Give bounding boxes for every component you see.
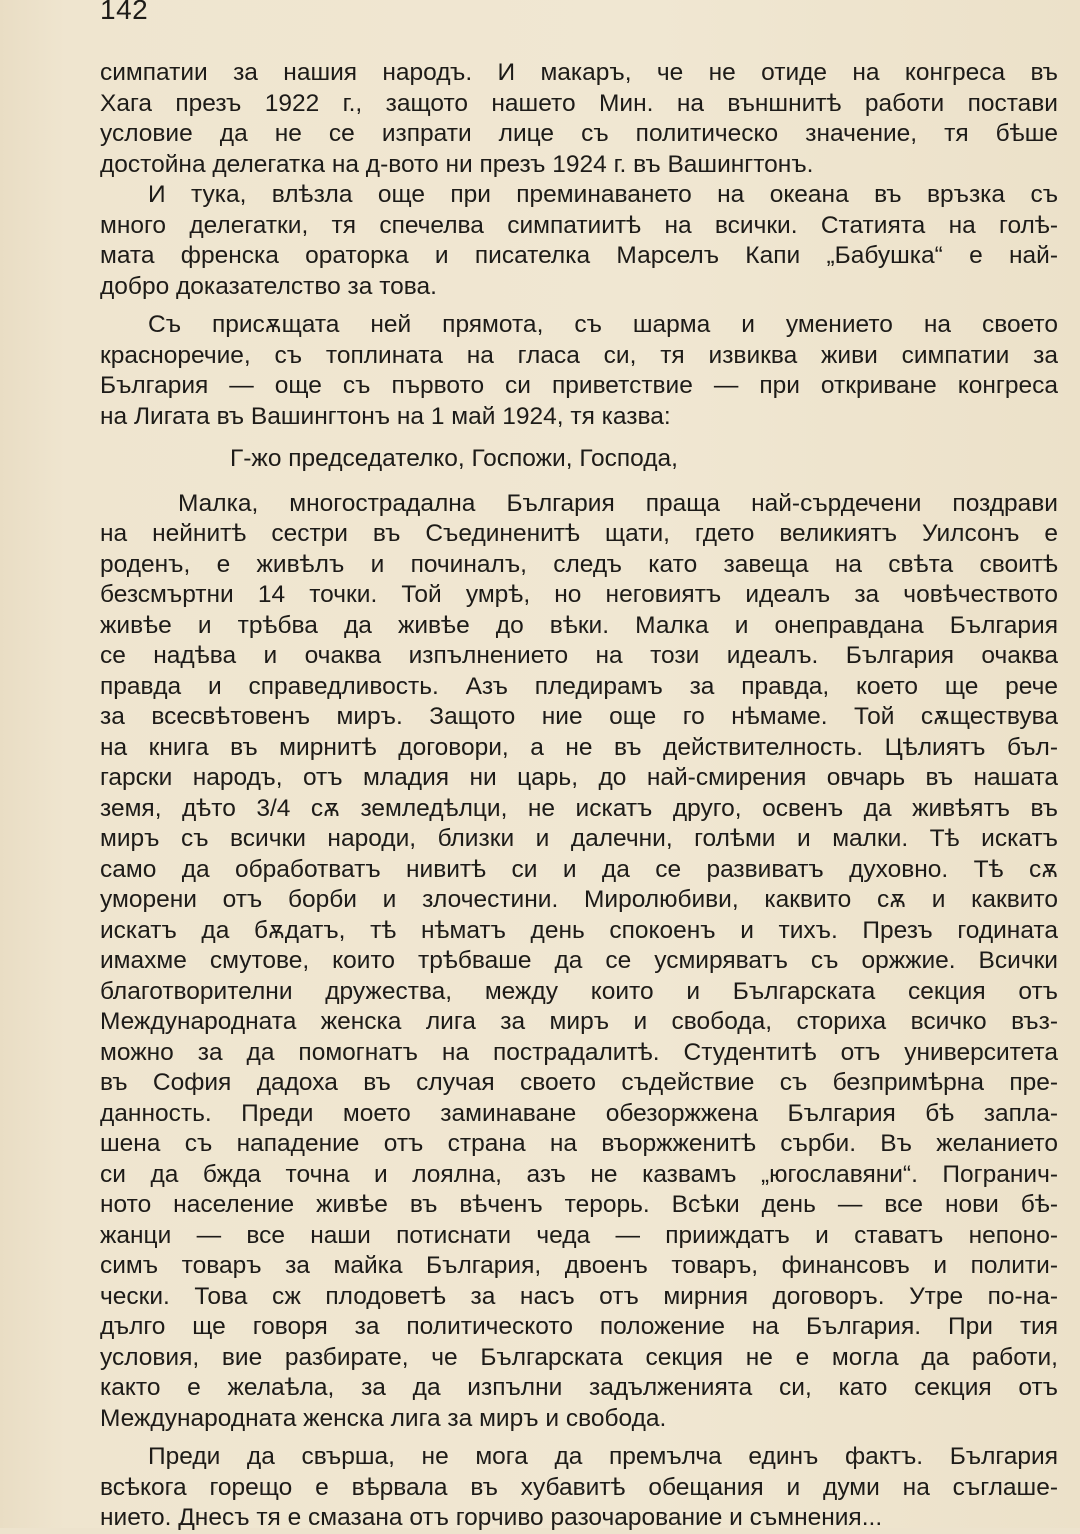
paragraph [100, 310, 1058, 432]
text-line: на нейнитѣ сестри въ Съединенитѣ щати, гдето великиятъ Уилсонъ е [100, 520, 1058, 547]
text-line: Хага презъ 1922 г., защото нашето Мин. на външнитѣ работи постави [100, 89, 1058, 117]
text-line: дълго ще говоря за политическото положение на България. При тия [100, 1313, 1058, 1340]
text-line: данность. Преди моето заминаване обезоржжена България бѣ запла- [100, 1099, 1058, 1127]
text-line: нието. Днесъ тя е смазана отъ горчиво разочарование и съмнения... [100, 1504, 883, 1531]
text-line: условие да не се изпрати лице съ политическо значение, тя бѣше [100, 120, 1058, 147]
text-line: искатъ да бѫдатъ, тѣ нѣматъ день спокоенъ и тихъ. Презъ годината [100, 916, 1058, 944]
salutation: Г-жо председателко, Госпожи, Господа, [230, 445, 678, 472]
text-line: имахме смутове, които трѣбваше да се усмиряватъ съ оржжие. Всички [100, 947, 1058, 974]
text-line: И тука, влѣзла още при преминаването на океана въ връзка съ [148, 181, 1058, 208]
text-line: България — още съ първото си приветствие — при откриване конгреса [100, 372, 1058, 399]
text-line: чески. Това сж плодоветѣ за насъ отъ мирния договоръ. Утре по-на- [100, 1282, 1058, 1310]
text-line: добро доказателство за това. [100, 272, 437, 300]
text-line: само да обработватъ нивитѣ си и да се развиватъ духовно. Тѣ сѫ [100, 855, 1058, 883]
text-line: шена съ нападение отъ страна на въоржженитѣ сърби. Въ желанието [100, 1130, 1058, 1157]
text-line: жанци — все наши потиснати чеда — прииждатъ и ставатъ непоно- [100, 1221, 1058, 1249]
page-body [100, 58, 1058, 1534]
text-line: всѣкога горещо е вѣрвала въ хубавитѣ обещания и думи на съглаше- [100, 1473, 1058, 1501]
text-line: правда и справедливость. Азъ пледирамъ за правда, което ще рече [100, 672, 1058, 700]
text-line: благотворителни дружества, между които и Българската секция отъ [100, 977, 1058, 1005]
text-line: миръ съ всички народи, близки и далечни, голѣми и малки. Тѣ искатъ [100, 825, 1058, 852]
text-line: на книга въ мирнитѣ договори, а не въ действителность. Цѣлиятъ бъл- [100, 733, 1058, 761]
text-line: Международната женска лига за миръ и свобода, сториха всичко въз- [100, 1008, 1058, 1035]
text-line: Преди да свърша, не мога да премълча единъ фактъ. България [148, 1443, 1058, 1470]
text-line: въ София дадоха въ случая своето съдействие съ безпримѣрна пре- [100, 1069, 1058, 1096]
text-line: си да бжда точна и лоялна, азъ не казвамъ „югославяни“. Погранич- [100, 1160, 1058, 1188]
speech-paragraph [100, 489, 1058, 1435]
text-line: гарски народъ, отъ младия ни царь, до най-смирения овчарь въ нашата [100, 764, 1058, 791]
text-line: можно за да помогнатъ на пострадалитѣ. Студентитѣ отъ университета [100, 1038, 1058, 1066]
text-line: симпатии за нашия народъ. И макаръ, че не отиде на конгреса въ [100, 59, 1058, 86]
text-line: живѣе и трѣбва да живѣе до вѣки. Малка и онеправдана България [100, 611, 1058, 639]
text-line: ното население живѣе въ вѣченъ терорь. Всѣки день — все нови бѣ- [100, 1191, 1058, 1218]
text-line: условия, вие разбирате, че Българската секция не е могла да работи, [100, 1343, 1058, 1371]
text-line: Малка, многострадална България праща най-сърдечени поздрави [178, 489, 1058, 517]
text-line: безсмъртни 14 точки. Той умрѣ, но неговиятъ идеалъ за човѣчеството [100, 581, 1058, 608]
text-line: за всесвѣтовенъ миръ. Защото ние още го нѣмаме. Той сѫществува [100, 703, 1058, 730]
text-line: уморени отъ борби и злочестини. Миролюбиви, каквито сѫ и каквито [100, 886, 1058, 913]
text-line: Международната женска лига за миръ и свобода. [100, 1404, 667, 1432]
paragraph [100, 180, 1058, 302]
text-line: Съ присѫщата ней прямота, съ шарма и умението на своето [148, 311, 1058, 338]
speech-paragraph [100, 1442, 1058, 1534]
text-line: земя, дѣто 3/4 сѫ земледѣлци, не искатъ друго, освенъ да живѣятъ въ [100, 794, 1058, 822]
text-line: красноречие, съ топлината на гласа си, тя извиква живи симпатии за [100, 341, 1058, 369]
text-line: роденъ, е живѣлъ и починалъ, следъ като завеща на свѣта своитѣ [100, 550, 1058, 578]
paragraph [100, 58, 1058, 180]
text-line: симъ товаръ за майка България, двоенъ товаръ, финансовъ и полити- [100, 1252, 1058, 1279]
text-line: мата френска ораторка и писателка Марселъ Капи „Бабушка“ е най- [100, 242, 1058, 269]
text-line: се надѣва и очаква изпълнението на този идеалъ. България очаква [100, 642, 1058, 669]
text-line: както е желаѣла, за да изпълни задълженията си, като секция отъ [100, 1374, 1058, 1401]
text-line: достойна делегатка на д-вото ни презъ 1924 г. въ Вашингтонъ. [100, 150, 814, 178]
text-line: на Лигата въ Вашингтонъ на 1 май 1924, тя казва: [100, 402, 671, 430]
text-line: много делегатки, тя спечелва симпатиитѣ на всички. Статията на голѣ- [100, 211, 1058, 239]
page-number: 142 [100, 0, 149, 25]
